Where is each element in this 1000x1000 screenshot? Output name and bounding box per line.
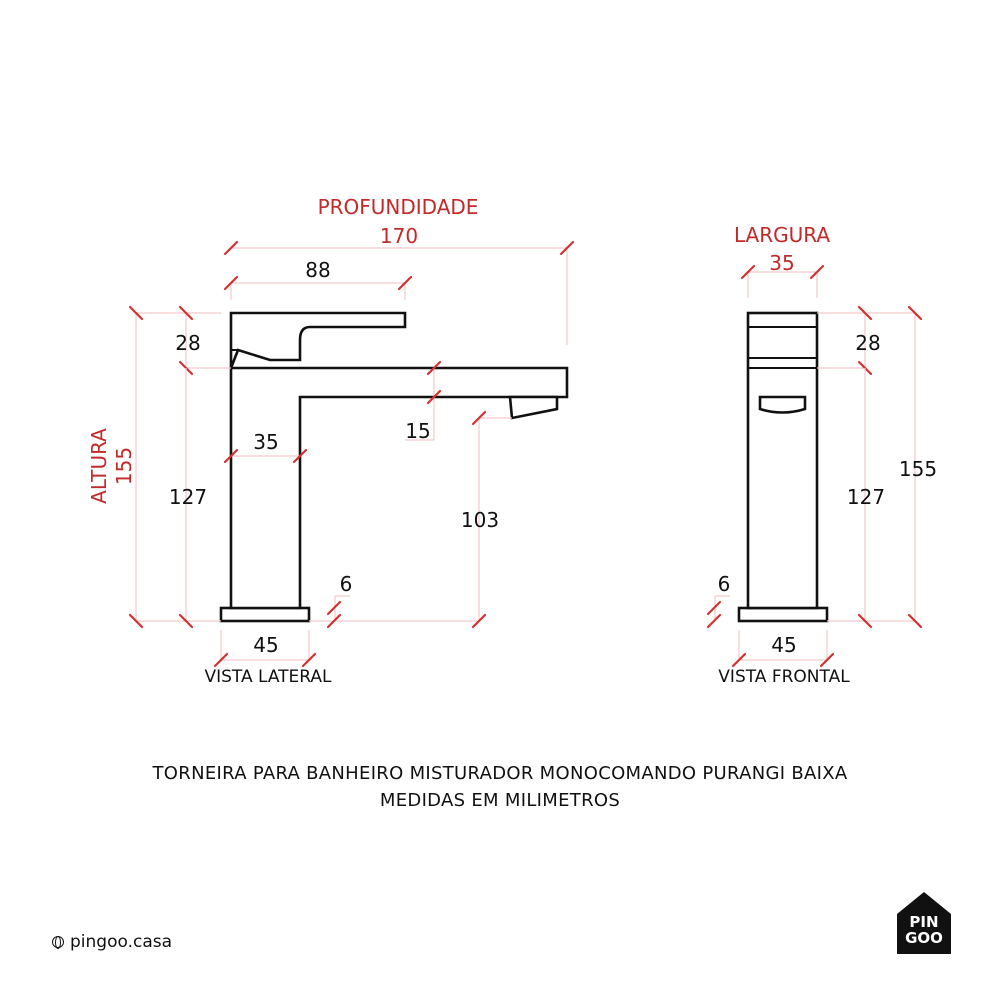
altura-value: 155	[112, 446, 136, 486]
pingoo-logo	[897, 892, 951, 954]
largura-value: 35	[769, 251, 795, 275]
side-dim-28: 28	[175, 331, 201, 355]
profundidade-value: 170	[379, 224, 419, 248]
units-note: MEDIDAS EM MILIMETROS	[379, 790, 621, 811]
largura-label: LARGURA	[733, 223, 831, 247]
front-dim-28: 28	[855, 331, 881, 355]
side-dim-88: 88	[305, 258, 331, 282]
front-dim-45: 45	[771, 633, 797, 657]
front-dim-127: 127	[846, 485, 886, 509]
side-dim-15: 15	[405, 419, 431, 443]
side-dim-35: 35	[253, 430, 279, 454]
logo-text-line1: PIN	[909, 913, 939, 931]
profundidade-label: PROFUNDIDADE	[317, 195, 479, 219]
product-title: TORNEIRA PARA BANHEIRO MISTURADOR MONOCOMANDO PURANGI BAIXA	[152, 763, 848, 784]
front-dim-155: 155	[898, 457, 938, 481]
website-link[interactable]: pingoo.casa	[70, 932, 173, 952]
altura-label: ALTURA	[87, 428, 111, 504]
front-dim-6: 6	[717, 572, 731, 596]
front-view-faucet-outline	[739, 313, 827, 621]
side-view-faucet-outline	[221, 313, 567, 621]
side-view-caption: VISTA LATERAL	[204, 667, 332, 687]
front-view	[708, 266, 921, 666]
side-view	[130, 242, 573, 666]
website-footer	[52, 932, 172, 952]
side-dim-127: 127	[168, 485, 208, 509]
logo-text-line2: GOO	[905, 929, 943, 947]
side-dim-6: 6	[339, 572, 353, 596]
side-dim-103: 103	[460, 508, 500, 532]
front-view-caption: VISTA FRONTAL	[718, 667, 850, 687]
side-dim-45: 45	[253, 633, 279, 657]
globe-icon	[52, 936, 64, 948]
